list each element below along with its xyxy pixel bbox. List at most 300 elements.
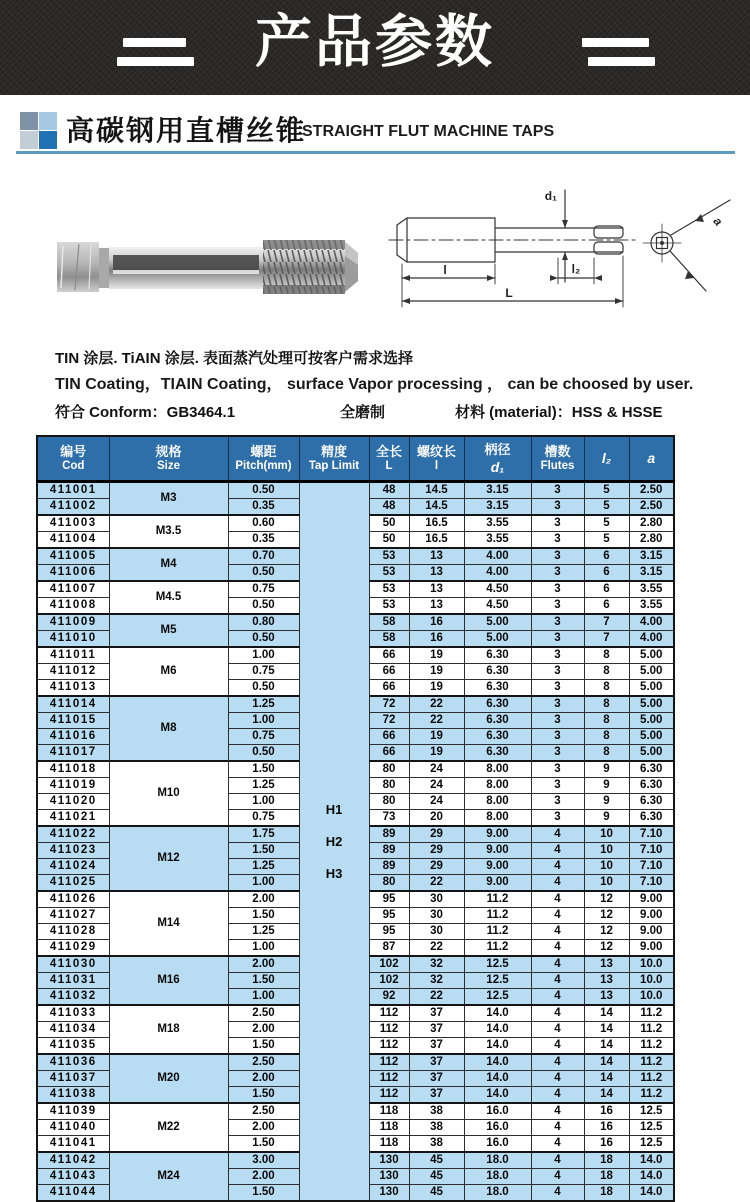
flutes-cell: 3 bbox=[531, 647, 584, 664]
l2-cell: 16 bbox=[584, 1120, 629, 1136]
flutes-cell: 4 bbox=[531, 826, 584, 843]
shank-dia-cell: 8.00 bbox=[464, 794, 531, 810]
cod-cell: 411042 bbox=[37, 1152, 109, 1169]
spec-table-header bbox=[37, 436, 674, 482]
cod-cell: 411024 bbox=[37, 859, 109, 875]
length-cell: 48 bbox=[369, 482, 409, 499]
flutes-cell: 4 bbox=[531, 1038, 584, 1055]
pitch-cell: 1.50 bbox=[228, 843, 299, 859]
column-header: 螺纹长 l bbox=[409, 436, 464, 482]
thread-length-cell: 22 bbox=[409, 875, 464, 892]
cod-cell: 411031 bbox=[37, 973, 109, 989]
pitch-cell: 1.25 bbox=[228, 696, 299, 713]
shank-dia-cell: 14.0 bbox=[464, 1054, 531, 1071]
length-cell: 72 bbox=[369, 696, 409, 713]
conform-standard: 符合 Conform：GB3464.1 bbox=[55, 404, 236, 421]
cod-cell: 411011 bbox=[37, 647, 109, 664]
l2-cell: 18 bbox=[584, 1169, 629, 1185]
pitch-cell: 1.00 bbox=[228, 940, 299, 957]
dim-label-L: L bbox=[505, 286, 513, 300]
shank-dia-cell: 9.00 bbox=[464, 826, 531, 843]
a-cell: 14.0 bbox=[629, 1169, 674, 1185]
l2-cell: 8 bbox=[584, 713, 629, 729]
cod-cell: 411038 bbox=[37, 1087, 109, 1104]
a-cell: 11.2 bbox=[629, 1022, 674, 1038]
a-cell: 12.5 bbox=[629, 1136, 674, 1153]
length-cell: 118 bbox=[369, 1120, 409, 1136]
length-cell: 95 bbox=[369, 891, 409, 908]
length-cell: 89 bbox=[369, 826, 409, 843]
size-cell: M12 bbox=[109, 826, 228, 891]
pitch-cell: 1.50 bbox=[228, 1038, 299, 1055]
a-cell: 5.00 bbox=[629, 729, 674, 745]
thread-length-cell: 13 bbox=[409, 565, 464, 582]
size-cell: M3 bbox=[109, 482, 228, 516]
cod-cell: 411013 bbox=[37, 680, 109, 697]
thread-length-cell: 30 bbox=[409, 908, 464, 924]
tap-limit-label: H3 bbox=[325, 866, 343, 881]
pitch-cell: 2.50 bbox=[228, 1103, 299, 1120]
size-cell: M16 bbox=[109, 956, 228, 1005]
thread-length-cell: 19 bbox=[409, 680, 464, 697]
column-header: a bbox=[629, 436, 674, 482]
flutes-cell: 3 bbox=[531, 598, 584, 615]
thread-length-cell: 30 bbox=[409, 891, 464, 908]
pitch-cell: 1.75 bbox=[228, 826, 299, 843]
flutes-cell: 3 bbox=[531, 565, 584, 582]
l2-cell: 14 bbox=[584, 1022, 629, 1038]
thread-length-cell: 30 bbox=[409, 924, 464, 940]
flutes-cell: 4 bbox=[531, 908, 584, 924]
thread-length-cell: 13 bbox=[409, 598, 464, 615]
length-cell: 66 bbox=[369, 745, 409, 762]
flutes-cell: 4 bbox=[531, 1169, 584, 1185]
thread-length-cell: 16.5 bbox=[409, 515, 464, 532]
length-cell: 112 bbox=[369, 1038, 409, 1055]
shank-dia-cell: 3.55 bbox=[464, 532, 531, 549]
flutes-cell: 4 bbox=[531, 1103, 584, 1120]
cod-cell: 411021 bbox=[37, 810, 109, 827]
pitch-cell: 2.00 bbox=[228, 1169, 299, 1185]
flutes-cell: 4 bbox=[531, 1022, 584, 1038]
thread-length-cell: 38 bbox=[409, 1103, 464, 1120]
pitch-cell: 1.25 bbox=[228, 859, 299, 875]
l2-cell: 5 bbox=[584, 515, 629, 532]
a-cell: 4.00 bbox=[629, 631, 674, 648]
dim-label-l: l bbox=[443, 263, 447, 277]
l2-cell: 8 bbox=[584, 647, 629, 664]
pitch-cell: 1.50 bbox=[228, 908, 299, 924]
shank-dia-cell: 4.00 bbox=[464, 565, 531, 582]
length-cell: 66 bbox=[369, 680, 409, 697]
l2-cell: 13 bbox=[584, 989, 629, 1006]
length-cell: 66 bbox=[369, 664, 409, 680]
a-cell: 6.30 bbox=[629, 794, 674, 810]
l2-cell: 10 bbox=[584, 826, 629, 843]
pitch-cell: 2.00 bbox=[228, 1022, 299, 1038]
size-cell: M3.5 bbox=[109, 515, 228, 548]
dim-label-a: a bbox=[710, 214, 726, 229]
a-cell: 6.30 bbox=[629, 810, 674, 827]
length-cell: 50 bbox=[369, 532, 409, 549]
cod-cell: 411010 bbox=[37, 631, 109, 648]
length-cell: 80 bbox=[369, 761, 409, 778]
cod-cell: 411043 bbox=[37, 1169, 109, 1185]
a-cell: 9.00 bbox=[629, 940, 674, 957]
l2-cell: 12 bbox=[584, 908, 629, 924]
flutes-cell: 4 bbox=[531, 973, 584, 989]
pitch-cell: 2.00 bbox=[228, 1120, 299, 1136]
thread-length-cell: 20 bbox=[409, 810, 464, 827]
thread-length-cell: 29 bbox=[409, 859, 464, 875]
table-row bbox=[37, 482, 674, 499]
l2-cell: 12 bbox=[584, 940, 629, 957]
size-cell: M6 bbox=[109, 647, 228, 696]
thread-length-cell: 37 bbox=[409, 1005, 464, 1022]
cod-cell: 411035 bbox=[37, 1038, 109, 1055]
shank-dia-cell: 16.0 bbox=[464, 1103, 531, 1120]
l2-cell: 8 bbox=[584, 745, 629, 762]
a-cell: 7.10 bbox=[629, 875, 674, 892]
flutes-cell: 3 bbox=[531, 761, 584, 778]
shank-dia-cell: 12.5 bbox=[464, 989, 531, 1006]
cod-cell: 411029 bbox=[37, 940, 109, 957]
shank-dia-cell: 18.0 bbox=[464, 1185, 531, 1202]
section-title-cn: 高碳钢用直槽丝锥 bbox=[66, 115, 307, 146]
length-cell: 89 bbox=[369, 859, 409, 875]
cod-cell: 411023 bbox=[37, 843, 109, 859]
tap-limit-label: H2 bbox=[325, 834, 343, 849]
length-cell: 95 bbox=[369, 924, 409, 940]
cod-cell: 411008 bbox=[37, 598, 109, 615]
l2-cell: 14 bbox=[584, 1071, 629, 1087]
cod-cell: 411022 bbox=[37, 826, 109, 843]
shank-dia-cell: 8.00 bbox=[464, 761, 531, 778]
shank-dia-cell: 9.00 bbox=[464, 875, 531, 892]
thread-length-cell: 16.5 bbox=[409, 532, 464, 549]
pitch-cell: 1.50 bbox=[228, 1185, 299, 1202]
cod-cell: 411004 bbox=[37, 532, 109, 549]
coating-note-en: TIN Coating，TIAIN Coating， surface Vapor processing ， can be choosed by user. bbox=[55, 376, 694, 393]
column-header: 编号 Cod bbox=[37, 436, 109, 482]
flutes-cell: 4 bbox=[531, 891, 584, 908]
a-cell: 7.10 bbox=[629, 843, 674, 859]
l2-cell: 8 bbox=[584, 664, 629, 680]
length-cell: 118 bbox=[369, 1136, 409, 1153]
pitch-cell: 1.25 bbox=[228, 778, 299, 794]
shank-dia-cell: 6.30 bbox=[464, 745, 531, 762]
flutes-cell: 4 bbox=[531, 1136, 584, 1153]
l2-cell: 14 bbox=[584, 1054, 629, 1071]
a-cell: 12.5 bbox=[629, 1103, 674, 1120]
banner bbox=[0, 0, 750, 95]
a-cell: 7.10 bbox=[629, 859, 674, 875]
length-cell: 130 bbox=[369, 1169, 409, 1185]
cod-cell: 411015 bbox=[37, 713, 109, 729]
tap-dimension-drawing bbox=[385, 178, 740, 323]
cod-cell: 411005 bbox=[37, 548, 109, 565]
pitch-cell: 0.75 bbox=[228, 729, 299, 745]
length-cell: 58 bbox=[369, 614, 409, 631]
pitch-cell: 2.00 bbox=[228, 956, 299, 973]
shank-dia-cell: 18.0 bbox=[464, 1152, 531, 1169]
thread-length-cell: 14.5 bbox=[409, 499, 464, 516]
thread-length-cell: 13 bbox=[409, 581, 464, 598]
l2-cell: 8 bbox=[584, 729, 629, 745]
thread-length-cell: 22 bbox=[409, 940, 464, 957]
pitch-cell: 0.50 bbox=[228, 745, 299, 762]
thread-length-cell: 24 bbox=[409, 761, 464, 778]
a-cell: 7.10 bbox=[629, 826, 674, 843]
pitch-cell: 2.00 bbox=[228, 891, 299, 908]
pitch-cell: 2.50 bbox=[228, 1054, 299, 1071]
cod-cell: 411025 bbox=[37, 875, 109, 892]
cod-cell: 411020 bbox=[37, 794, 109, 810]
pitch-cell: 0.35 bbox=[228, 499, 299, 516]
thread-length-cell: 37 bbox=[409, 1087, 464, 1104]
l2-cell: 9 bbox=[584, 794, 629, 810]
size-cell: M5 bbox=[109, 614, 228, 647]
pitch-cell: 1.50 bbox=[228, 761, 299, 778]
length-cell: 80 bbox=[369, 875, 409, 892]
length-cell: 73 bbox=[369, 810, 409, 827]
thread-length-cell: 22 bbox=[409, 713, 464, 729]
shank-dia-cell: 12.5 bbox=[464, 973, 531, 989]
thread-length-cell: 29 bbox=[409, 826, 464, 843]
shank-dia-cell: 6.30 bbox=[464, 696, 531, 713]
thread-length-cell: 37 bbox=[409, 1022, 464, 1038]
a-cell: 11.2 bbox=[629, 1054, 674, 1071]
cod-cell: 411040 bbox=[37, 1120, 109, 1136]
pitch-cell: 1.00 bbox=[228, 875, 299, 892]
size-cell: M20 bbox=[109, 1054, 228, 1103]
shank-dia-cell: 4.50 bbox=[464, 581, 531, 598]
length-cell: 53 bbox=[369, 548, 409, 565]
a-cell: 10.0 bbox=[629, 973, 674, 989]
thread-length-cell: 16 bbox=[409, 614, 464, 631]
a-cell: 5.00 bbox=[629, 680, 674, 697]
shank-dia-cell: 14.0 bbox=[464, 1038, 531, 1055]
cod-cell: 411036 bbox=[37, 1054, 109, 1071]
pitch-cell: 2.50 bbox=[228, 1005, 299, 1022]
shank-dia-cell: 6.30 bbox=[464, 713, 531, 729]
cod-cell: 411037 bbox=[37, 1071, 109, 1087]
shank-dia-cell: 14.0 bbox=[464, 1005, 531, 1022]
length-cell: 53 bbox=[369, 581, 409, 598]
pitch-cell: 0.75 bbox=[228, 581, 299, 598]
size-cell: M22 bbox=[109, 1103, 228, 1152]
length-cell: 112 bbox=[369, 1071, 409, 1087]
pitch-cell: 0.80 bbox=[228, 614, 299, 631]
length-cell: 112 bbox=[369, 1022, 409, 1038]
thread-length-cell: 13 bbox=[409, 548, 464, 565]
l2-cell: 10 bbox=[584, 875, 629, 892]
length-cell: 53 bbox=[369, 565, 409, 582]
cod-cell: 411033 bbox=[37, 1005, 109, 1022]
four-squares-icon bbox=[20, 112, 57, 149]
section-title-en: STRAIGHT FLUT MACHINE TAPS bbox=[302, 123, 555, 140]
a-cell: 2.50 bbox=[629, 482, 674, 499]
length-cell: 95 bbox=[369, 908, 409, 924]
length-cell: 112 bbox=[369, 1054, 409, 1071]
shank-dia-cell: 6.30 bbox=[464, 680, 531, 697]
a-cell: 11.2 bbox=[629, 1071, 674, 1087]
a-cell: 5.00 bbox=[629, 745, 674, 762]
shank-dia-cell: 16.0 bbox=[464, 1136, 531, 1153]
length-cell: 112 bbox=[369, 1087, 409, 1104]
length-cell: 130 bbox=[369, 1152, 409, 1169]
cod-cell: 411017 bbox=[37, 745, 109, 762]
a-cell: 11.2 bbox=[629, 1005, 674, 1022]
flutes-cell: 4 bbox=[531, 1120, 584, 1136]
thread-length-cell: 37 bbox=[409, 1071, 464, 1087]
a-cell: 11.2 bbox=[629, 1038, 674, 1055]
a-cell: 5.00 bbox=[629, 664, 674, 680]
shank-dia-cell: 6.30 bbox=[464, 729, 531, 745]
column-header: 槽数 Flutes bbox=[531, 436, 584, 482]
size-cell: M24 bbox=[109, 1152, 228, 1201]
shank-dia-cell: 12.5 bbox=[464, 956, 531, 973]
l2-cell: 14 bbox=[584, 1038, 629, 1055]
flutes-cell: 4 bbox=[531, 859, 584, 875]
pitch-cell: 0.60 bbox=[228, 515, 299, 532]
cod-cell: 411003 bbox=[37, 515, 109, 532]
length-cell: 80 bbox=[369, 794, 409, 810]
length-cell: 72 bbox=[369, 713, 409, 729]
shank-dia-cell: 8.00 bbox=[464, 810, 531, 827]
material-note: 材料 (material)：HSS & HSSE bbox=[455, 404, 663, 421]
flutes-cell: 4 bbox=[531, 875, 584, 892]
tap-limit-label: H1 bbox=[325, 802, 343, 817]
size-cell: M4 bbox=[109, 548, 228, 581]
cod-cell: 411018 bbox=[37, 761, 109, 778]
a-cell: 2.50 bbox=[629, 499, 674, 516]
length-cell: 53 bbox=[369, 598, 409, 615]
cod-cell: 411012 bbox=[37, 664, 109, 680]
thread-length-cell: 14.5 bbox=[409, 482, 464, 499]
l2-cell: 14 bbox=[584, 1005, 629, 1022]
thread-length-cell: 16 bbox=[409, 631, 464, 648]
flutes-cell: 3 bbox=[531, 532, 584, 549]
thread-length-cell: 19 bbox=[409, 647, 464, 664]
flutes-cell: 3 bbox=[531, 810, 584, 827]
length-cell: 112 bbox=[369, 1005, 409, 1022]
banner-title: 产品参数 bbox=[255, 10, 495, 74]
a-cell: 14.0 bbox=[629, 1152, 674, 1169]
pitch-cell: 0.35 bbox=[228, 532, 299, 549]
l2-cell: 13 bbox=[584, 956, 629, 973]
dim-label-l2: l₂ bbox=[571, 262, 581, 276]
shank-dia-cell: 16.0 bbox=[464, 1120, 531, 1136]
l2-cell: 18 bbox=[584, 1152, 629, 1169]
flutes-cell: 3 bbox=[531, 713, 584, 729]
length-cell: 66 bbox=[369, 647, 409, 664]
thread-length-cell: 24 bbox=[409, 778, 464, 794]
shank-dia-cell: 11.2 bbox=[464, 891, 531, 908]
a-cell: 9.00 bbox=[629, 924, 674, 940]
a-cell: 10.0 bbox=[629, 956, 674, 973]
length-cell: 130 bbox=[369, 1185, 409, 1202]
flutes-cell: 3 bbox=[531, 729, 584, 745]
flutes-cell: 3 bbox=[531, 515, 584, 532]
flutes-cell: 3 bbox=[531, 548, 584, 565]
l2-cell: 8 bbox=[584, 680, 629, 697]
a-cell: 6.30 bbox=[629, 778, 674, 794]
l2-cell: 6 bbox=[584, 581, 629, 598]
flutes-cell: 4 bbox=[531, 924, 584, 940]
title-underline bbox=[16, 151, 735, 154]
cod-cell: 411044 bbox=[37, 1185, 109, 1202]
length-cell: 87 bbox=[369, 940, 409, 957]
a-cell: 5.00 bbox=[629, 713, 674, 729]
cod-cell: 411030 bbox=[37, 956, 109, 973]
thread-length-cell: 37 bbox=[409, 1054, 464, 1071]
shank-dia-cell: 3.15 bbox=[464, 499, 531, 516]
thread-length-cell: 22 bbox=[409, 989, 464, 1006]
l2-cell: 5 bbox=[584, 532, 629, 549]
flutes-cell: 4 bbox=[531, 989, 584, 1006]
length-cell: 118 bbox=[369, 1103, 409, 1120]
pitch-cell: 1.25 bbox=[228, 924, 299, 940]
pitch-cell: 0.50 bbox=[228, 482, 299, 499]
thread-length-cell: 38 bbox=[409, 1120, 464, 1136]
cod-cell: 411006 bbox=[37, 565, 109, 582]
pitch-cell: 3.00 bbox=[228, 1152, 299, 1169]
column-header: 柄径 d₁ bbox=[464, 436, 531, 482]
shank-dia-cell: 6.30 bbox=[464, 647, 531, 664]
cod-cell: 411028 bbox=[37, 924, 109, 940]
l2-cell: 10 bbox=[584, 843, 629, 859]
l2-cell: 12 bbox=[584, 924, 629, 940]
l2-cell: 9 bbox=[584, 778, 629, 794]
a-cell: 5.00 bbox=[629, 696, 674, 713]
l2-cell: 13 bbox=[584, 973, 629, 989]
flutes-cell: 3 bbox=[531, 631, 584, 648]
a-cell: 3.15 bbox=[629, 548, 674, 565]
shank-dia-cell: 11.2 bbox=[464, 924, 531, 940]
flutes-cell: 3 bbox=[531, 778, 584, 794]
a-cell: 6.30 bbox=[629, 761, 674, 778]
pitch-cell: 0.50 bbox=[228, 598, 299, 615]
shank-dia-cell: 4.50 bbox=[464, 598, 531, 615]
column-header: 规格 Size bbox=[109, 436, 228, 482]
flutes-cell: 4 bbox=[531, 1054, 584, 1071]
cod-cell: 411002 bbox=[37, 499, 109, 516]
flutes-cell: 3 bbox=[531, 745, 584, 762]
a-cell: 3.55 bbox=[629, 581, 674, 598]
shank-dia-cell: 5.00 bbox=[464, 614, 531, 631]
shank-dia-cell: 18.0 bbox=[464, 1169, 531, 1185]
l2-cell: 16 bbox=[584, 1103, 629, 1120]
flutes-cell: 4 bbox=[531, 843, 584, 859]
cod-cell: 411019 bbox=[37, 778, 109, 794]
cod-cell: 411009 bbox=[37, 614, 109, 631]
cod-cell: 411039 bbox=[37, 1103, 109, 1120]
spec-table bbox=[36, 435, 675, 1202]
cod-cell: 411007 bbox=[37, 581, 109, 598]
flutes-cell: 3 bbox=[531, 680, 584, 697]
column-header: 螺距 Pitch(mm) bbox=[228, 436, 299, 482]
cod-cell: 411027 bbox=[37, 908, 109, 924]
pitch-cell: 0.75 bbox=[228, 664, 299, 680]
size-cell: M10 bbox=[109, 761, 228, 826]
cod-cell: 411034 bbox=[37, 1022, 109, 1038]
l2-cell: 8 bbox=[584, 696, 629, 713]
pitch-cell: 2.00 bbox=[228, 1071, 299, 1087]
length-cell: 58 bbox=[369, 631, 409, 648]
length-cell: 102 bbox=[369, 973, 409, 989]
flutes-cell: 3 bbox=[531, 696, 584, 713]
